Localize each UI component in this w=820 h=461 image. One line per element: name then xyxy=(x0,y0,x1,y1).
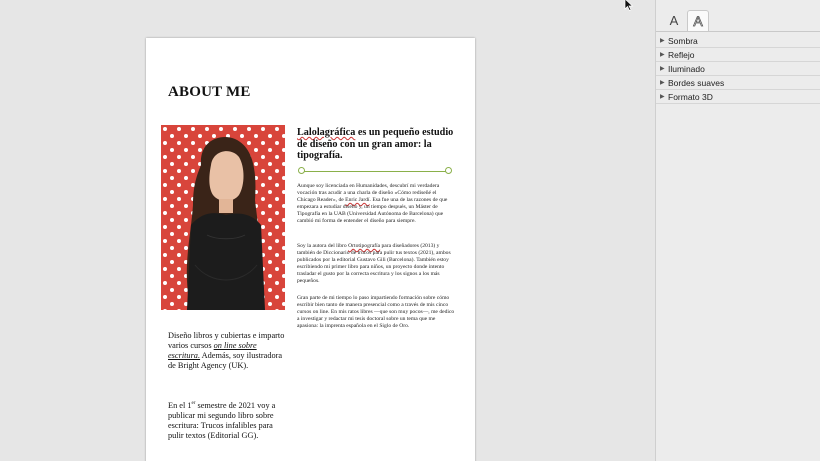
line-start-handle[interactable] xyxy=(298,167,305,174)
tab-divider xyxy=(656,31,820,32)
tab-text-format[interactable]: A xyxy=(669,13,679,28)
section-glow[interactable] xyxy=(656,62,820,76)
disclosure-triangle-icon: ▶ xyxy=(660,94,665,100)
headline[interactable] xyxy=(297,127,457,162)
portrait-illustration xyxy=(161,125,285,310)
headline-text: es un pequeño estudio de diseño con un gran amor: la tipografía. xyxy=(297,127,454,161)
side2-text-end: semestre de 2021 voy a publicar mi segundo libro sobre escritura: Trucos infalibles para pulir textos (Editorial GG). xyxy=(168,400,276,440)
section-3d-format[interactable] xyxy=(656,90,820,104)
side1-text: Diseño libros y cubiertas e imparto varios cursos xyxy=(168,331,285,350)
disclosure-triangle-icon: ▶ xyxy=(660,52,665,58)
para1-text: Aunque soy licenciada en Humanidades, descubrí mi verdadera vocación tras acudir a una charla de diseño «Cómo rediseñé el Chicago Reader», de xyxy=(297,183,440,203)
section-label: Sombra xyxy=(668,35,698,46)
outline-letter-icon: A xyxy=(693,13,703,29)
section-label: Reflejo xyxy=(668,49,695,60)
section-shadow[interactable] xyxy=(656,34,820,48)
selected-line[interactable] xyxy=(301,171,449,172)
section-reflection[interactable] xyxy=(656,48,820,62)
side2-text: En el 1 xyxy=(168,400,192,410)
disclosure-triangle-icon: ▶ xyxy=(660,38,665,44)
section-label: Iluminado xyxy=(668,63,705,74)
section-soft-edges[interactable] xyxy=(656,76,820,90)
headline-brand: Lalolagráfica xyxy=(297,127,356,138)
document-page[interactable] xyxy=(146,38,475,461)
inspector-tabs xyxy=(656,10,820,32)
mouse-pointer-icon xyxy=(624,0,634,11)
effects-section-list xyxy=(656,34,820,104)
format-inspector xyxy=(655,0,820,461)
tab-text-effects[interactable] xyxy=(687,10,709,31)
body-paragraph-1[interactable] xyxy=(297,183,455,224)
para1-name: Enric Jardí xyxy=(345,196,370,203)
sidebar-text-1[interactable] xyxy=(168,331,286,371)
portrait-photo[interactable] xyxy=(161,125,285,310)
disclosure-triangle-icon: ▶ xyxy=(660,80,665,86)
para2-book: Ortotipografía xyxy=(348,243,381,249)
side1-emphasis: on line sobre escritura. xyxy=(168,341,257,360)
para2-text-end: para diseñadores (2013) y también de Diccionario de trucos para pulir tus textos (2021), ambos publicados por la editorial Gustavo Gili (Barcelona). También estoy escribiendo mi primer libro para niños, un proyecto donde intento trasladar el gusto por la correcta escritura y los signos a los más pequeños. xyxy=(297,243,451,284)
side1-text-end: Además, soy ilustradora de Bright Agency (UK). xyxy=(168,351,283,370)
line-end-handle[interactable] xyxy=(445,167,452,174)
page-title[interactable]: ABOUT ME xyxy=(168,84,251,100)
para2-text: Soy la autora del libro xyxy=(297,243,349,249)
section-label: Bordes suaves xyxy=(668,77,725,88)
section-label: Formato 3D xyxy=(668,91,713,102)
side2-superscript: er xyxy=(191,401,196,406)
body-paragraph-2[interactable] xyxy=(297,243,455,284)
para1-text-end: . Esa fue una de las razones de que empezara a estudiar diseño y, un tiempo después, un Máster de Tipografía en la UAB (Universidad Autónoma de Barcelona) que cambió mi forma de entender el diseño para siempre. xyxy=(297,196,448,224)
body-paragraph-3[interactable]: Gran parte de mi tiempo lo paso impartiendo formación sobre cómo escribir bien tanto de manera presencial como a través de mis cinco cursos on line. En mis ratos libres —que son muy pocos—, me dedico a investigar y redactar mi tesis doctoral sobre un tema que me apasiona: la imprenta española en el Siglo de Oro. xyxy=(297,295,455,329)
disclosure-triangle-icon: ▶ xyxy=(660,66,665,72)
sidebar-text-2[interactable] xyxy=(168,399,286,441)
